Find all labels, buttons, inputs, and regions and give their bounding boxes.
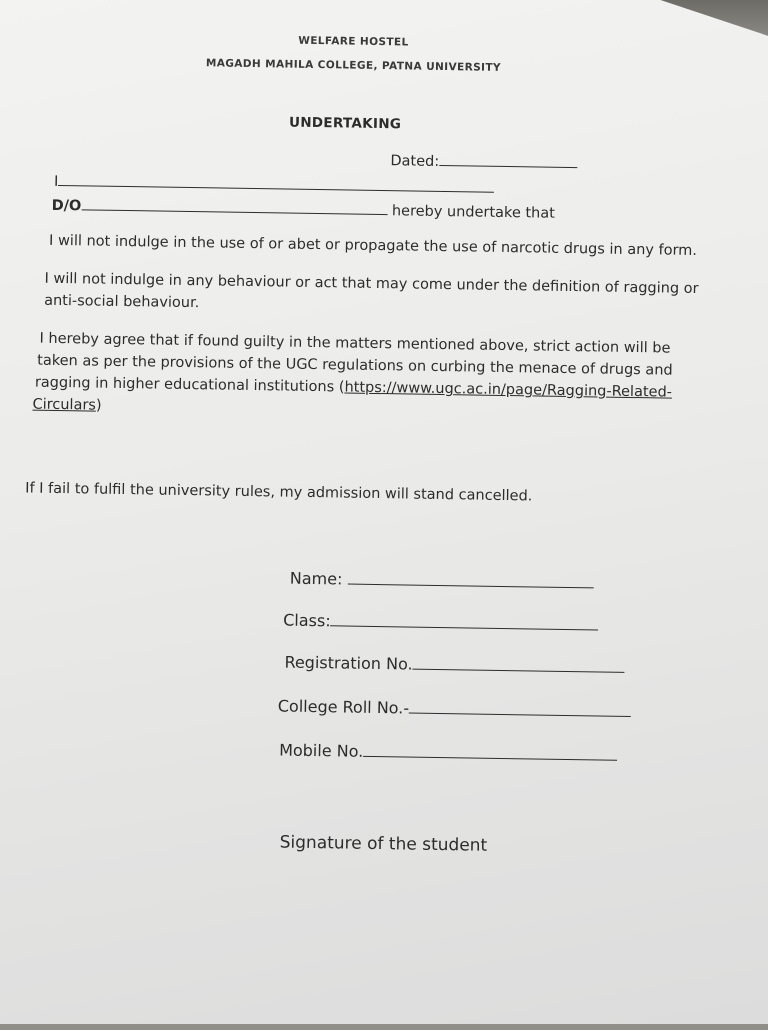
dated-row (390, 152, 577, 172)
registration-label: Registration No. (284, 652, 413, 674)
i-row (54, 173, 494, 197)
clause-action-line2: taken as per the provisions of the UGC regulations on curbing the menace of drugs and (37, 352, 673, 379)
clause-action-line3 (35, 375, 672, 401)
i-label: I (53, 173, 59, 190)
clause-ragging-line2: anti-social behaviour. (44, 292, 200, 312)
mobile-field (279, 741, 617, 765)
roll-label: College Roll No.- (277, 696, 410, 718)
clause-action-text: ragging in higher educational institutions ( (34, 374, 345, 396)
ugc-link-continued[interactable]: Circulars (32, 396, 97, 414)
registration-field (284, 653, 624, 677)
signature-label: Signature of the student (279, 832, 488, 856)
mobile-field-blank (363, 744, 617, 761)
closing-paren: ) (95, 397, 102, 414)
college-name: MAGADH MAHILA COLLEGE, PATNA UNIVERSITY (205, 57, 502, 74)
clause-admission: If I fail to fulfil the university rules, my admission will stand cancelled. (25, 480, 533, 505)
parent-name-blank (81, 197, 387, 215)
mobile-label: Mobile No. (279, 740, 364, 761)
name-label: Name: (289, 568, 343, 589)
hostel-name: WELFARE HOSTEL (298, 34, 409, 49)
dated-label: Dated: (390, 153, 440, 170)
dated-blank (439, 153, 577, 168)
roll-field (278, 696, 632, 721)
class-label: Class: (283, 610, 331, 631)
clause-ragging-line1: I will not indulge in any behaviour or act that may come under the definition of ragging or (44, 270, 699, 298)
clause-action-line1: I hereby agree that if found guilty in the matters mentioned above, strict action will be (39, 330, 671, 357)
name-field (290, 569, 594, 593)
class-field (283, 611, 599, 635)
name-blank (58, 173, 494, 193)
roll-field-blank (409, 701, 631, 717)
ugc-link[interactable]: https://www.ugc.ac.in/page/Ragging-Related- (344, 379, 673, 401)
class-field-blank (331, 613, 599, 630)
do-row (52, 197, 555, 222)
clause-drugs: I will not indulge in the use of or abet or propagate the use of narcotic drugs in any form. (48, 232, 698, 260)
clause-action-line4 (32, 397, 101, 414)
do-label: D/O (51, 197, 82, 215)
registration-field-blank (413, 657, 625, 673)
document-title: UNDERTAKING (288, 114, 402, 133)
name-field-blank (347, 572, 593, 589)
undertake-text: hereby undertake that (391, 203, 555, 222)
